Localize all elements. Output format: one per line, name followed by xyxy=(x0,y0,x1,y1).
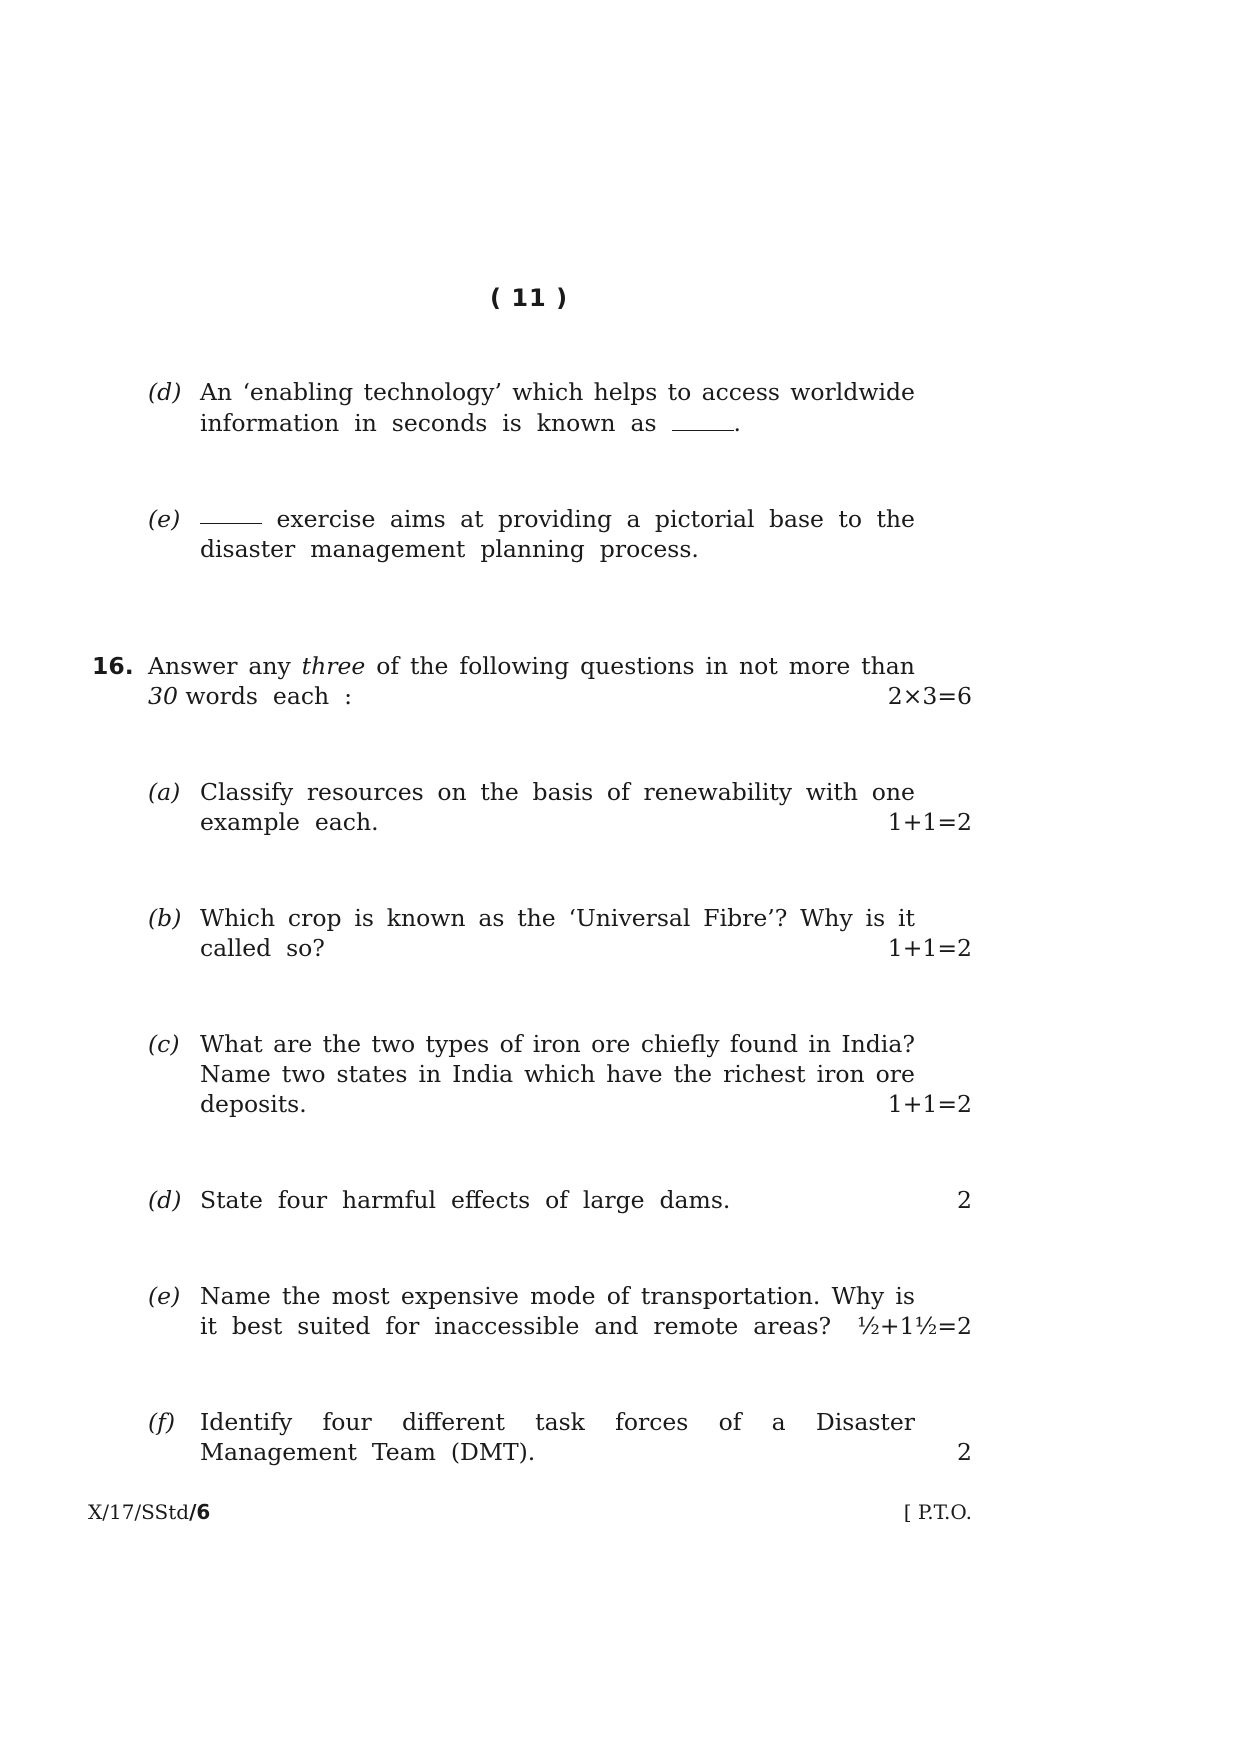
word: Name xyxy=(200,1060,271,1088)
word: exercise xyxy=(276,505,376,533)
fill-blank xyxy=(200,505,262,524)
word: providing xyxy=(498,505,613,533)
marks: 2 xyxy=(957,1438,972,1466)
paper-code xyxy=(88,1500,210,1524)
word: transportation. xyxy=(640,1282,821,1310)
line-text: information in seconds is known as xyxy=(200,409,657,437)
word: with xyxy=(805,778,858,806)
word: have xyxy=(606,1060,663,1088)
word: India? xyxy=(841,1030,915,1058)
word: India xyxy=(452,1060,514,1088)
word: expensive xyxy=(400,1282,519,1310)
word: in xyxy=(808,1030,831,1058)
word: Why xyxy=(831,1282,885,1310)
marks: 2×3=6 xyxy=(887,682,972,710)
item-label: (b) xyxy=(148,904,182,932)
item-line-2: disaster management planning process. xyxy=(200,535,699,563)
item-line-2: Management Team (DMT). xyxy=(200,1438,536,1466)
item-line-2 xyxy=(200,409,915,437)
item-label: (c) xyxy=(148,1030,180,1058)
word: ore xyxy=(591,1030,631,1058)
word: on xyxy=(437,778,467,806)
word: the xyxy=(673,1060,713,1088)
word: resources xyxy=(306,778,424,806)
word: ore xyxy=(875,1060,915,1088)
word: different xyxy=(402,1408,505,1436)
word: it xyxy=(897,904,915,932)
word: ‘Universal xyxy=(568,904,691,932)
marks: 1+1=2 xyxy=(887,808,972,836)
word: three xyxy=(301,652,366,680)
word: basis xyxy=(532,778,594,806)
word: Answer xyxy=(148,652,238,680)
word: iron xyxy=(532,1030,581,1058)
item-label: (a) xyxy=(148,778,181,806)
word: pictorial xyxy=(654,505,755,533)
word: of xyxy=(499,1030,523,1058)
word: base xyxy=(768,505,824,533)
item-label: (e) xyxy=(148,1282,181,1310)
word: a xyxy=(626,505,641,533)
word: access xyxy=(701,378,780,406)
item-line-1 xyxy=(200,778,915,806)
item-line-1 xyxy=(200,505,915,533)
word: helps xyxy=(593,378,658,406)
word: ‘enabling xyxy=(242,378,354,406)
item-line-2: called so? xyxy=(200,934,325,962)
item-line-3: deposits. xyxy=(200,1090,307,1118)
paper-code-text: X/17/SStd xyxy=(88,1500,190,1524)
word: to xyxy=(838,505,862,533)
word: What xyxy=(200,1030,263,1058)
word-count: 30 xyxy=(148,682,178,710)
word: of xyxy=(606,778,630,806)
marks: 1+1=2 xyxy=(887,934,972,962)
word: technology’ xyxy=(363,378,502,406)
word: mode xyxy=(530,1282,596,1310)
item-label: (d) xyxy=(148,1186,182,1214)
word: in xyxy=(418,1060,442,1088)
word: states xyxy=(336,1060,408,1088)
line-end: . xyxy=(733,409,741,437)
word: which xyxy=(512,378,584,406)
item-line-1 xyxy=(200,378,915,406)
question-line-2 xyxy=(148,682,863,710)
word: following xyxy=(459,652,570,680)
item-line-1 xyxy=(200,1408,915,1436)
line-text: words each : xyxy=(177,682,352,710)
item-line-2: example each. xyxy=(200,808,379,836)
word: the xyxy=(517,904,556,932)
question-line-1 xyxy=(148,652,915,680)
word: to xyxy=(667,378,692,406)
word: the xyxy=(409,652,449,680)
word: questions xyxy=(580,652,695,680)
word: Disaster xyxy=(815,1408,915,1436)
word: crop xyxy=(287,904,342,932)
item-label: (d) xyxy=(148,378,182,406)
pto-marker: [ P.T.O. xyxy=(903,1500,972,1524)
word: one xyxy=(871,778,915,806)
marks: 2 xyxy=(957,1186,972,1214)
word: of xyxy=(718,1408,742,1436)
word: is xyxy=(865,904,886,932)
word: any xyxy=(248,652,291,680)
word: of xyxy=(376,652,400,680)
word: task xyxy=(535,1408,585,1436)
item-label: (e) xyxy=(148,505,181,533)
word: which xyxy=(524,1060,596,1088)
word: Identify xyxy=(200,1408,293,1436)
word: the xyxy=(480,778,519,806)
word: An xyxy=(200,378,233,406)
word: most xyxy=(331,1282,390,1310)
page-number: ( 11 ) xyxy=(490,284,569,312)
item-line-1: State four harmful effects of large dams. xyxy=(200,1186,731,1214)
word: in xyxy=(705,652,729,680)
word: the xyxy=(282,1282,321,1310)
marks: ½+1½=2 xyxy=(857,1312,972,1340)
word: Why xyxy=(800,904,853,932)
word: known xyxy=(386,904,466,932)
word: iron xyxy=(816,1060,865,1088)
word: four xyxy=(322,1408,372,1436)
word: the xyxy=(876,505,915,533)
word: is xyxy=(354,904,374,932)
item-label: (f) xyxy=(148,1408,176,1436)
word: Which xyxy=(200,904,276,932)
item-line-1 xyxy=(200,904,915,932)
word: renewability xyxy=(643,778,793,806)
item-line-2 xyxy=(200,1060,915,1088)
word: are xyxy=(273,1030,313,1058)
word: worldwide xyxy=(790,378,915,406)
question-number: 16. xyxy=(92,652,134,680)
word: more xyxy=(788,652,851,680)
marks: 1+1=2 xyxy=(887,1090,972,1118)
word: the xyxy=(322,1030,362,1058)
word: Fibre’? xyxy=(703,904,788,932)
item-line-1 xyxy=(200,1282,915,1310)
word: aims xyxy=(389,505,446,533)
word: forces xyxy=(615,1408,689,1436)
word: as xyxy=(478,904,505,932)
word: than xyxy=(861,652,915,680)
word: two xyxy=(371,1030,416,1058)
item-line-1 xyxy=(200,1030,915,1058)
word: two xyxy=(281,1060,326,1088)
word: found xyxy=(729,1030,798,1058)
word: not xyxy=(739,652,778,680)
word: at xyxy=(460,505,484,533)
word: a xyxy=(771,1408,786,1436)
item-line-2: it best suited for inaccessible and remote areas? xyxy=(200,1312,832,1340)
word: richest xyxy=(723,1060,806,1088)
word: types xyxy=(425,1030,490,1058)
word: chiefly xyxy=(640,1030,720,1058)
word: of xyxy=(606,1282,630,1310)
word: Name xyxy=(200,1282,271,1310)
fill-blank xyxy=(672,412,734,431)
paper-code-set: /6 xyxy=(189,1500,211,1524)
word: Classify xyxy=(200,778,294,806)
word: is xyxy=(895,1282,915,1310)
